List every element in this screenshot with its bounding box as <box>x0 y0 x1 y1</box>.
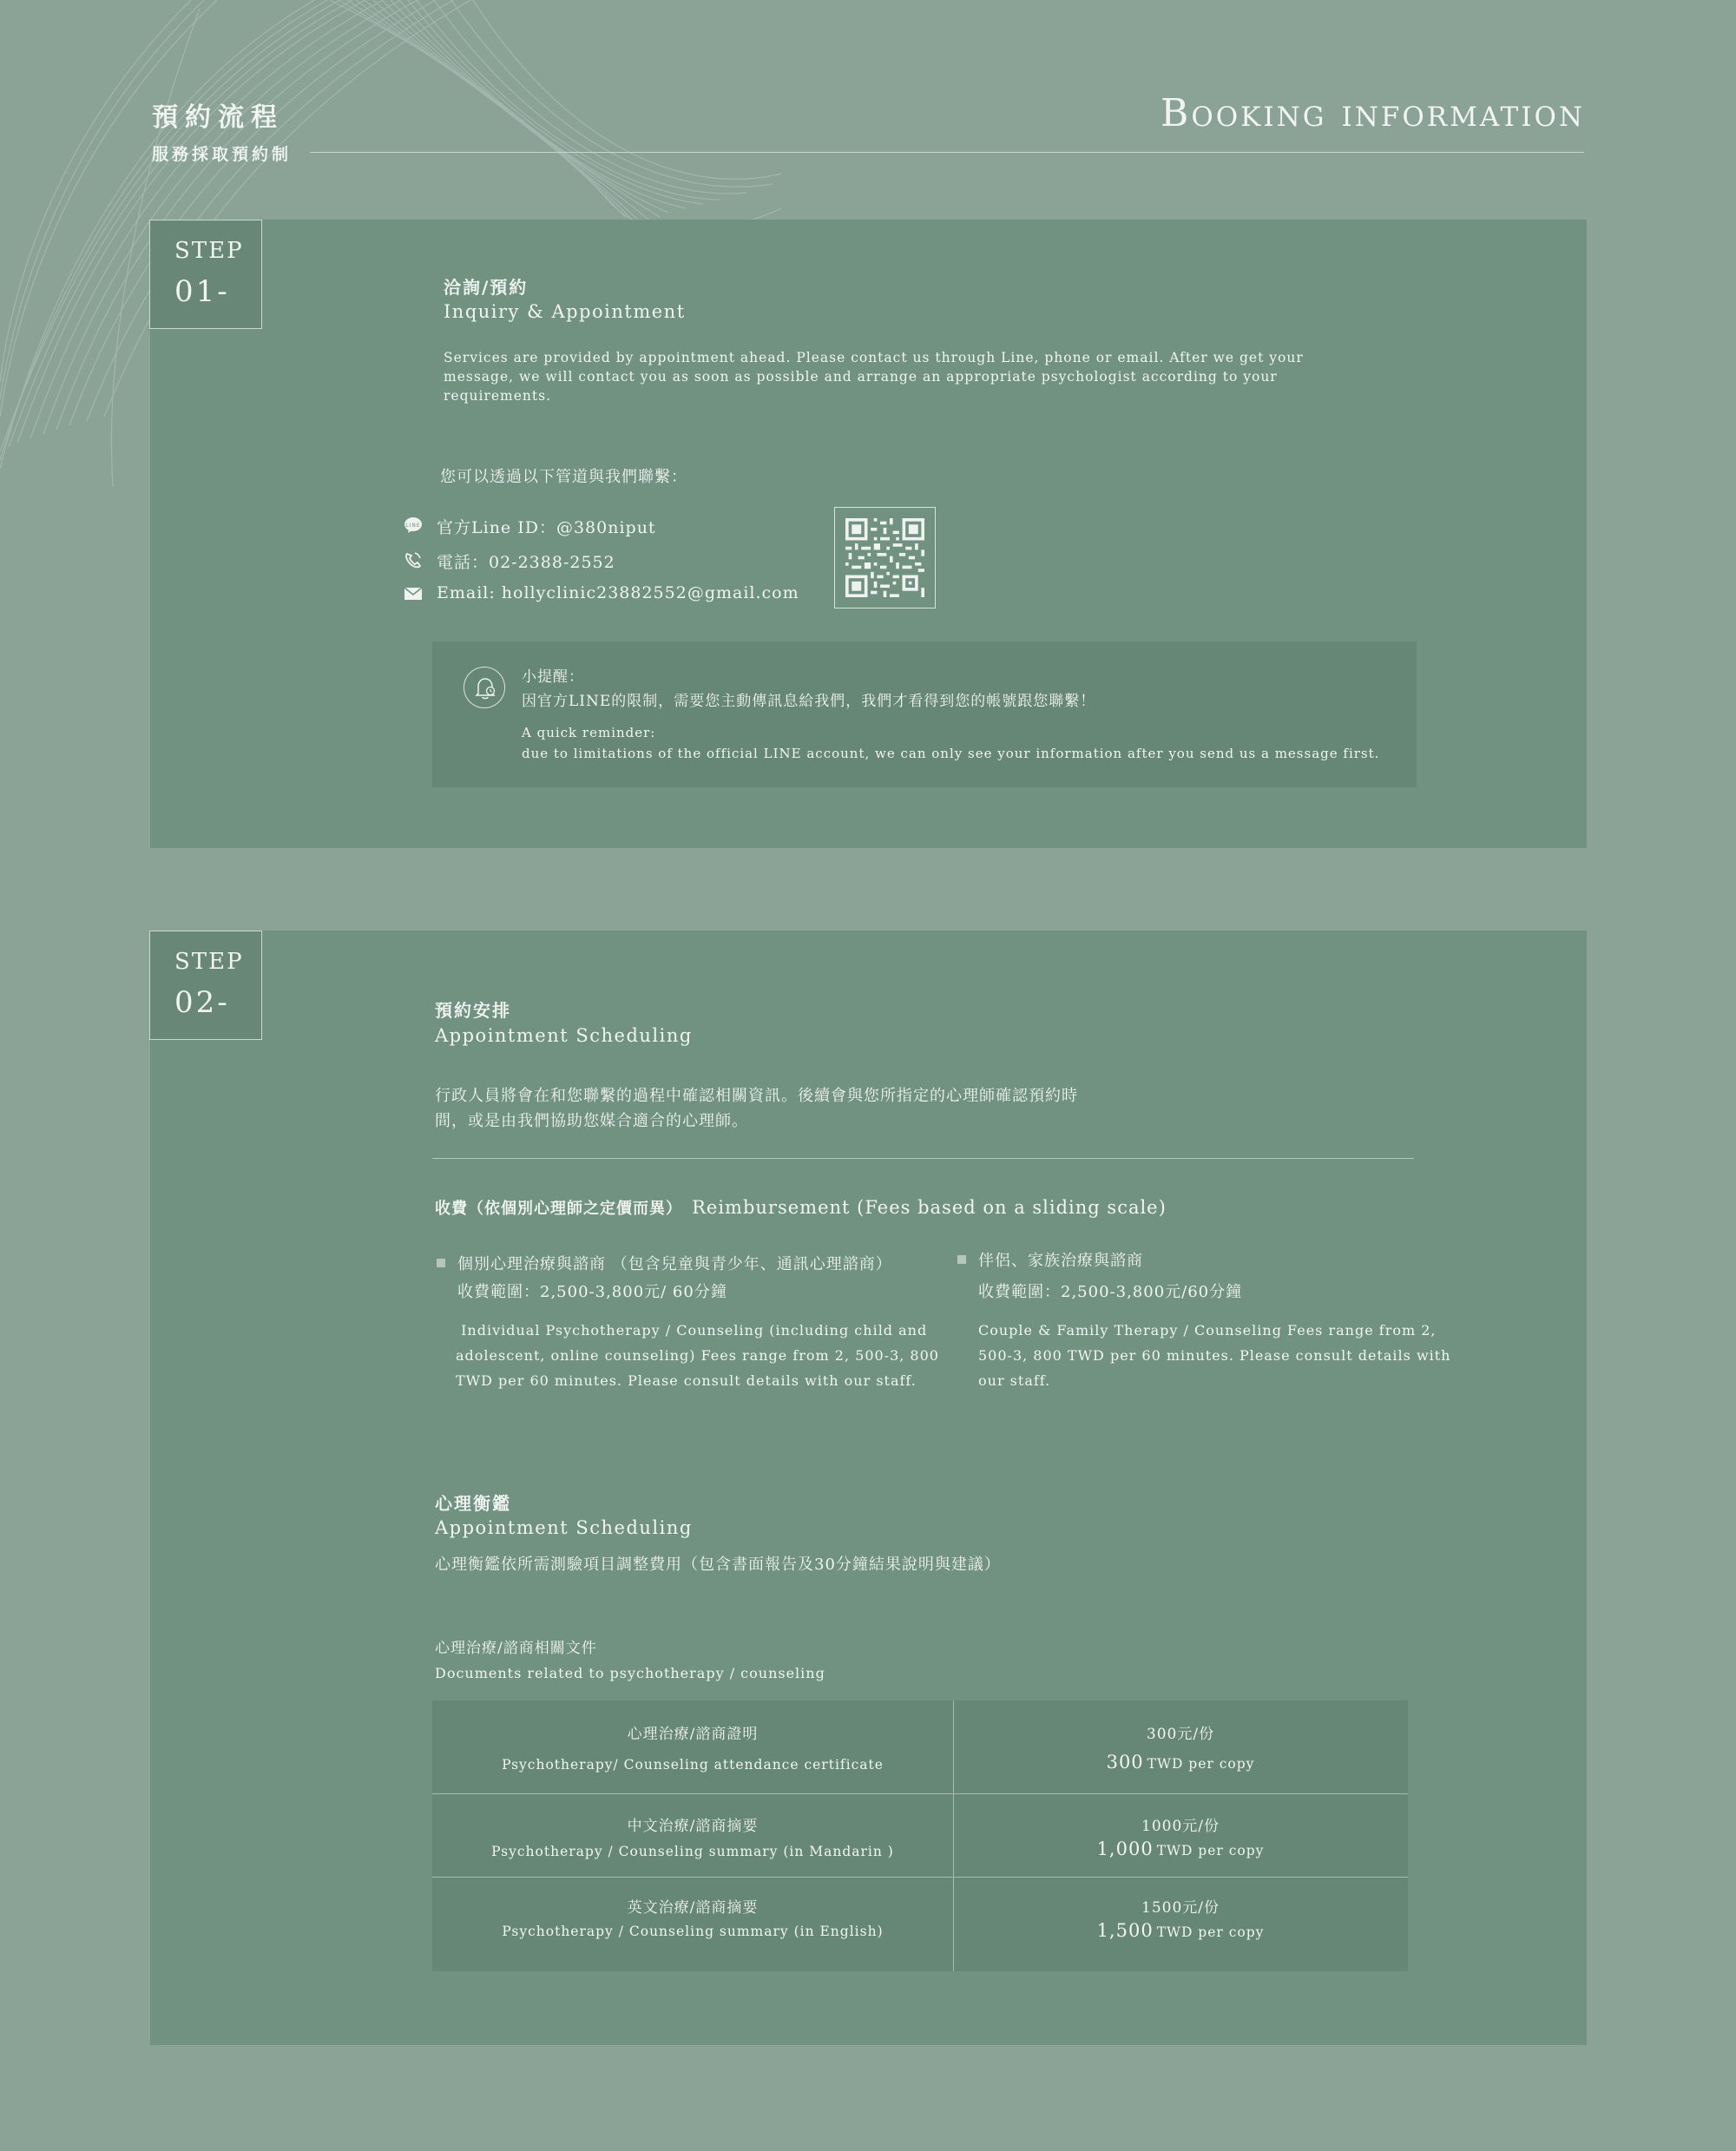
assessment-text-zh: 心理衡鑑依所需測驗項目調整費用（包含書面報告及30分鐘結果說明與建議） <box>435 1556 1001 1574</box>
step-2-heading-en: Appointment Scheduling <box>435 1025 693 1046</box>
table-row <box>432 1700 1408 1794</box>
mail-icon <box>404 585 423 602</box>
fee-item-desc-en <box>978 1318 1450 1393</box>
assessment-heading-zh: 心理衡鑑 <box>435 1493 511 1514</box>
line-icon <box>404 516 423 534</box>
document-name-en: Psychotherapy/ Counseling attendance certificate <box>502 1757 884 1773</box>
document-price-unit: TWD per copy <box>1147 1756 1255 1772</box>
desc-line: Couple & Family Therapy / Counseling Fees range from 2, <box>978 1322 1437 1339</box>
step-2-description <box>435 1083 1078 1134</box>
step-1-badge <box>149 220 262 329</box>
documents-heading-en: Documents related to psychotherapy / counseling <box>435 1665 825 1681</box>
document-price-number: 1,500 <box>1096 1920 1154 1941</box>
desc-line: Individual Psychotherapy / Counseling (including child and <box>456 1322 928 1339</box>
document-price-zh: 1500元/份 <box>1141 1899 1220 1917</box>
description-line: Services are provided by appointment ahead. Please contact us through Line, phone or email. After we get your <box>444 350 1304 365</box>
step-number: 01- <box>174 274 230 309</box>
step-2-panel <box>150 931 1587 2045</box>
fee-item-desc-en <box>456 1318 939 1393</box>
contact-email[interactable] <box>437 583 799 602</box>
page-title-en: Booking information <box>1161 91 1585 135</box>
fee-item-title-zh: 個別心理治療與諮商 （包含兒童與青少年、通訊心理諮商） <box>457 1255 892 1273</box>
document-name-cell <box>432 1813 953 1859</box>
bullet-square <box>957 1255 966 1264</box>
document-price-cell <box>953 1813 1408 1859</box>
fee-item-range-zh: 收費範圍：2,500-3,800元/ 60分鐘 <box>457 1283 727 1301</box>
document-price-cell <box>953 1721 1408 1773</box>
step-2-heading-zh: 預約安排 <box>435 1000 511 1021</box>
fee-item-range-zh: 收費範圍：2,500-3,800元/60分鐘 <box>978 1283 1243 1301</box>
documents-price-table <box>432 1700 1408 1971</box>
description-line: requirements. <box>444 388 551 404</box>
document-price-number: 300 <box>1106 1752 1144 1773</box>
table-row <box>432 1794 1408 1878</box>
documents-heading-zh: 心理治療/諮商相關文件 <box>435 1640 597 1657</box>
qr-code[interactable] <box>834 507 936 608</box>
page-subtitle-zh: 服務採取預約制 <box>152 145 293 164</box>
line-id-text: 官方Line ID：@380niput <box>437 518 656 537</box>
qr-code-icon <box>845 518 924 597</box>
desc-line: TWD per 60 minutes. Please consult details with our staff. <box>456 1372 917 1389</box>
reminder-box <box>432 641 1417 787</box>
reminder-text-zh: 因官方LINE的限制，需要您主動傳訊息給我們，我們才看得到您的帳號跟您聯繫！ <box>522 693 1096 710</box>
description-line: 行政人員將會在和您聯繫的過程中確認相關資訊。後續會與您所指定的心理師確認預約時 <box>435 1087 1078 1105</box>
document-price-number: 1,000 <box>1096 1839 1154 1859</box>
document-name-en: Psychotherapy / Counseling summary (in Mandarin ) <box>491 1844 894 1859</box>
assessment-heading-en: Appointment Scheduling <box>435 1517 693 1538</box>
bell-icon <box>464 667 505 708</box>
svg-text:LINE: LINE <box>405 523 421 529</box>
step-number: 02- <box>174 985 230 1020</box>
section-divider <box>432 1158 1414 1159</box>
document-name-zh: 心理治療/諮商證明 <box>627 1726 759 1743</box>
fees-heading-zh: 收費（依個別心理師之定價而異） <box>435 1200 682 1218</box>
phone-icon <box>404 551 423 569</box>
document-name-cell <box>432 1895 953 1939</box>
table-row <box>432 1878 1408 1971</box>
reminder-title-zh: 小提醒： <box>522 668 584 686</box>
step-label: STEP <box>174 949 244 975</box>
step-2-badge <box>149 931 262 1040</box>
desc-line: our staff. <box>978 1372 1051 1389</box>
page-title-zh: 預約流程 <box>152 102 284 133</box>
document-name-zh: 中文治療/諮商摘要 <box>627 1818 759 1835</box>
contact-line[interactable] <box>405 515 656 538</box>
reminder-title-en: A quick reminder: <box>522 725 656 740</box>
document-price-unit: TWD per copy <box>1156 1924 1265 1940</box>
bullet-square <box>437 1259 445 1267</box>
document-name-cell <box>432 1721 953 1773</box>
fees-heading <box>435 1196 1167 1219</box>
contact-phone[interactable] <box>437 549 615 573</box>
fee-item-title-zh: 伴侶、家族治療與諮商 <box>978 1252 1143 1270</box>
step-1-heading-en: Inquiry & Appointment <box>444 301 686 322</box>
contact-intro: 您可以透過以下管道與我們聯繫： <box>440 468 687 486</box>
description-line: message, we will contact you as soon as possible and arrange an appropriate psychologist according to your <box>444 369 1278 385</box>
document-price-cell <box>953 1895 1408 1941</box>
email-text: Email: hollyclinic23882552@gmail.com <box>437 583 799 602</box>
step-label: STEP <box>174 238 244 264</box>
step-1-description <box>444 348 1304 405</box>
header-divider <box>310 152 1584 153</box>
fees-heading-en: Reimbursement (Fees based on a sliding scale) <box>692 1197 1167 1218</box>
desc-line: adolescent, online counseling) Fees range from 2, 500-3, 800 <box>456 1347 939 1364</box>
document-name-zh: 英文治療/諮商摘要 <box>627 1899 759 1917</box>
document-price-unit: TWD per copy <box>1156 1843 1265 1858</box>
step-1-heading-zh: 洽詢/預約 <box>444 277 529 298</box>
document-name-en: Psychotherapy / Counseling summary (in English) <box>502 1924 884 1939</box>
desc-line: 500-3, 800 TWD per 60 minutes. Please consult details with <box>978 1347 1451 1364</box>
description-line: 間，或是由我們協助您媒合適合的心理師。 <box>435 1112 748 1130</box>
reminder-text-en: due to limitations of the official LINE account, we can only see your information after you send us a message first. <box>522 746 1380 761</box>
document-price-zh: 1000元/份 <box>1141 1818 1220 1835</box>
phone-text: 電話：02-2388-2552 <box>437 553 615 572</box>
step-1-panel <box>150 220 1587 848</box>
document-price-zh: 300元/份 <box>1146 1726 1215 1743</box>
